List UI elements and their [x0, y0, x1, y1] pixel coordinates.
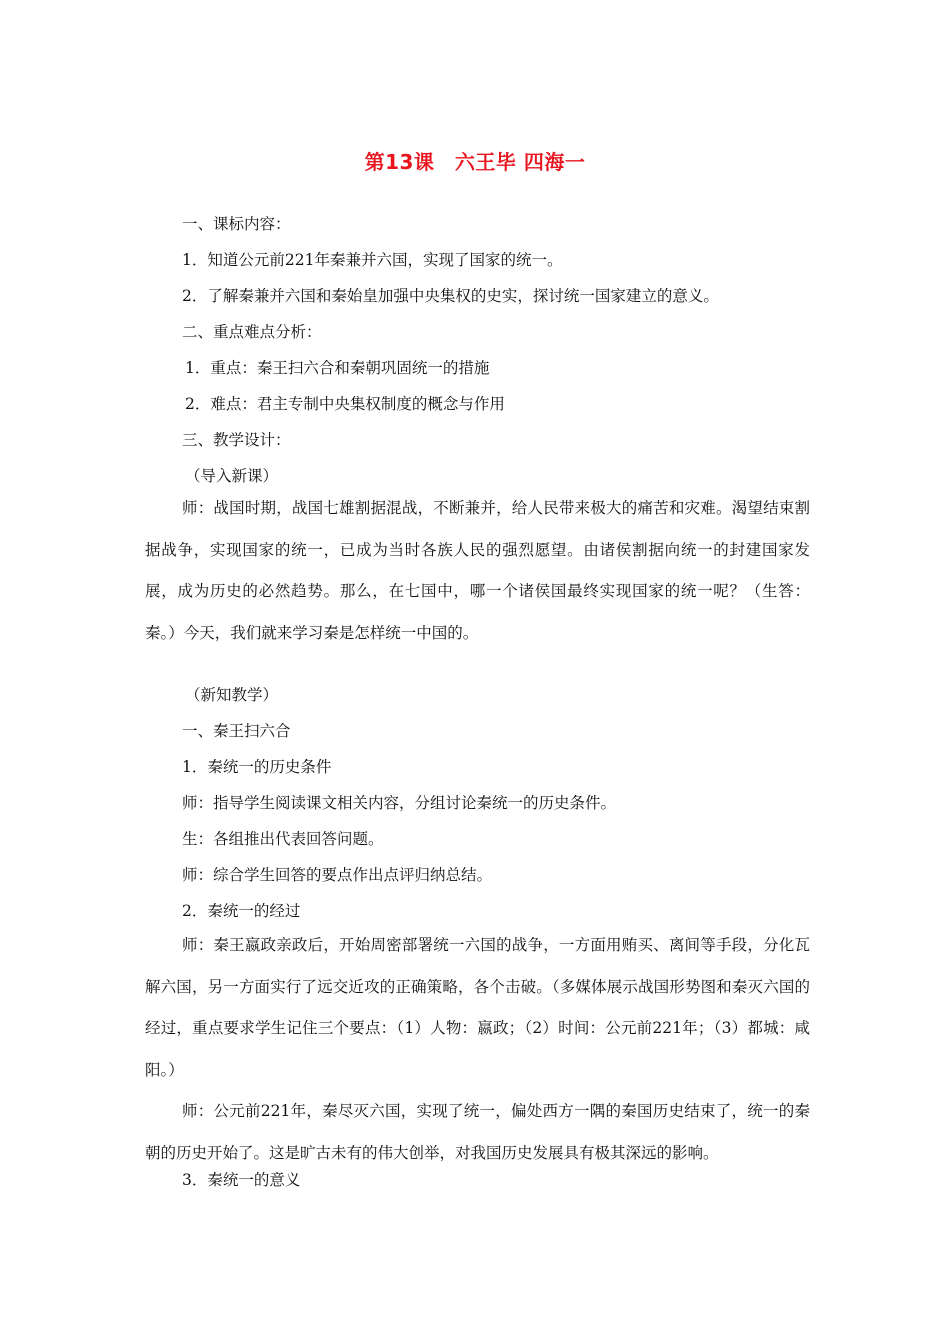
paragraph-process: 师：秦王嬴政亲政后，开始周密部署统一六国的战争，一方面用贿买、离间等手段，分化瓦解六国，另一方面实行了远交近攻的正确策略，各个击破。（多媒体展示战国形势图和秦灭六国的经过，重点要求学生记住三个要点：（1）人物：嬴政；（2）时间：公元前221年；（3）都城：咸阳。） — [145, 936, 810, 1079]
key-point-1: 1．重点：秦王扫六合和秦朝巩固统一的措施 — [185, 359, 490, 377]
section-heading-key-points: 二、重点难点分析： — [182, 323, 322, 341]
teacher-line-1: 师：指导学生阅读课文相关内容，分组讨论秦统一的历史条件。 — [182, 794, 617, 812]
paragraph-intro: 师：战国时期，战国七雄割据混战，不断兼并，给人民带来极大的痛苦和灾难。渴望结束割据战争，实现国家的统一，已成为当时各族人民的强烈愿望。由诸侯割据向统一的封建国家发展，成为历史的必然趋势。那么，在七国中，哪一个诸侯国最终实现国家的统一呢？（生答：秦。）今天，我们就来学习秦是怎样统一中国的。 — [145, 499, 810, 642]
lesson-title: 第13课 六王毕 四海一 — [364, 150, 586, 174]
teacher-line-2: 师：综合学生回答的要点作出点评归纳总结。 — [182, 866, 493, 884]
standard-item-1: 1．知道公元前221年秦兼并六国，实现了国家的统一。 — [182, 251, 563, 269]
section-heading-teaching-design: 三、教学设计： — [182, 431, 291, 449]
topic-item-process: 2．秦统一的经过 — [182, 902, 301, 920]
subheading-new-knowledge: （新知教学） — [185, 686, 279, 704]
paragraph-result: 师：公元前221年，秦尽灭六国，实现了统一，偏处西方一隅的秦国历史结束了，统一的秦朝的历史开始了。这是旷古未有的伟大创举，对我国历史发展具有极其深远的影响。 — [145, 1102, 810, 1162]
topic-heading-1: 一、秦王扫六合 — [182, 722, 291, 740]
standard-item-2: 2．了解秦兼并六国和秦始皇加强中央集权的史实，探讨统一国家建立的意义。 — [182, 287, 719, 305]
topic-item-significance: 3．秦统一的意义 — [182, 1171, 301, 1189]
section-heading-standards: 一、课标内容： — [182, 215, 291, 233]
student-line-1: 生：各组推出代表回答问题。 — [182, 830, 384, 848]
subheading-intro: （导入新课） — [185, 467, 279, 485]
key-point-2: 2．难点：君主专制中央集权制度的概念与作用 — [185, 395, 505, 413]
topic-item-conditions: 1．秦统一的历史条件 — [182, 758, 332, 776]
